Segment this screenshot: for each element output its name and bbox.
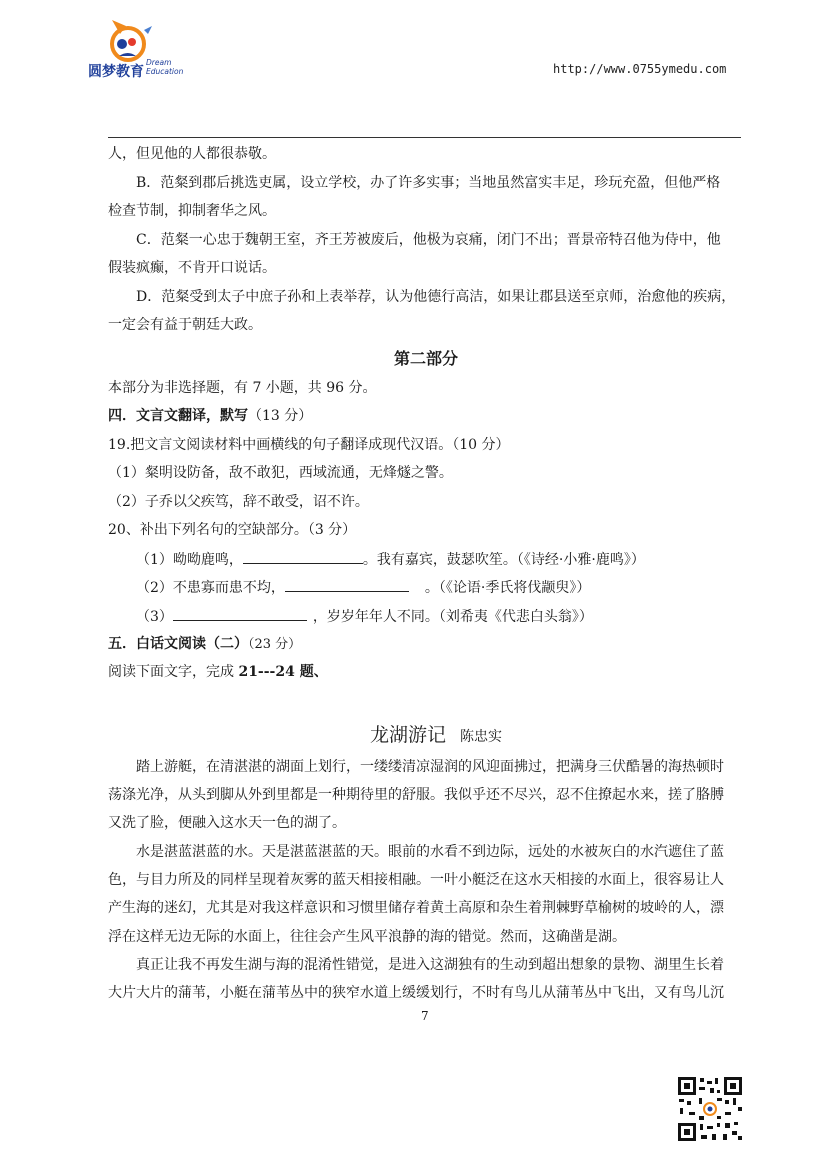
reading-instruction: 阅读下面文字，完成 21---24 题、: [108, 664, 328, 680]
qr-code-icon[interactable]: [677, 1076, 743, 1142]
text-line: 检查节制，抑制奢华之风。: [108, 203, 276, 219]
option-b: B．范粲到郡后挑选吏属，设立学校，办了许多实事；当地虽然富实丰足，珍玩充盈，但他严格: [136, 175, 721, 191]
essay-author: 陈忠实: [460, 729, 503, 745]
essay-line: 色，与目力所及的同样呈现着灰雾的蓝天相接相融。一叶小艇泛在这水天相接的水面上，很容易让人: [108, 872, 724, 888]
question-19-2: （2）子乔以父疾笃，辞不敢受，诏不许。: [108, 494, 369, 510]
option-d: D．范粲受到太子中庶子孙和上表举荐，认为他德行高洁，如果让郡县送至京师，治愈他的疾病，: [136, 289, 736, 305]
brand-logo: [86, 14, 196, 80]
question-19: 19.把文言文阅读材料中画横线的句子翻译成现代汉语。（10 分）: [108, 437, 510, 453]
essay-line: 又洗了脸，便融入这水天一色的湖了。: [108, 815, 346, 831]
text-line: 人，但见他的人都很恭敬。: [108, 146, 276, 162]
essay-line: 踏上游艇，在清湛湛的湖面上划行，一缕缕清凉湿润的风迎面拂过，把满身三伏酷暑的海热顿时: [136, 759, 724, 775]
option-c: C．范粲一心忠于魏朝王室，齐王芳被废后，他极为哀痛，闭门不出；晋景帝特召他为侍中，他: [136, 232, 721, 248]
part-two-intro: 本部分为非选择题，有 7 小题，共 96 分。: [108, 380, 377, 396]
question-19-1: （1）粲明设防备，敌不敢犯，西域流通，无烽燧之警。: [108, 465, 453, 481]
question-20-3: （3） ，岁岁年年人不同。（刘希夷《代悲白头翁》）: [136, 606, 593, 627]
question-20-2: （2）不患寡而患不均， 。（《论语·季氏将伐颛臾》）: [136, 577, 590, 598]
brand-name-cn: 圆梦教育: [88, 64, 144, 80]
essay-line: 大片大片的蒲苇，小艇在蒲苇丛中的狭窄水道上缓缓划行，不时有鸟儿从蒲苇丛中飞出，又有鸟儿沉: [108, 985, 724, 1001]
brand-name-en: Dream Education: [146, 58, 184, 76]
site-url: http://www.0755ymedu.com: [553, 62, 727, 76]
text-line: 一定会有益于朝廷大政。: [108, 317, 262, 333]
question-20: 20、补出下列名句的空缺部分。（3 分）: [108, 522, 357, 538]
text-line: 假装疯癫，不肯开口说话。: [108, 260, 276, 276]
header-divider: [108, 137, 741, 138]
section-four-heading: 四．文言文翻译，默写（13 分）: [108, 408, 313, 424]
section-five-heading: 五．白话文阅读（二）（23 分）: [108, 636, 302, 652]
essay-title: 龙湖游记 陈忠实: [370, 724, 503, 746]
logo-emblem-icon: [86, 14, 196, 64]
essay-line: 浮在这样无边无际的水面上，往往会产生风平浪静的海的错觉。然而，这确凿是湖。: [108, 929, 626, 945]
essay-line: 产生海的迷幻，尤其是对我这样意识和习惯里储存着黄土高原和杂生着荆棘野草榆树的坡岭的人，漂: [108, 900, 724, 916]
essay-line: 真正让我不再发生湖与海的混淆性错觉，是进入这湖独有的生动到超出想象的景物、湖里生长着: [136, 957, 724, 973]
essay-line: 荡涤光净，从头到脚从外到里都是一种期待里的舒服。我似乎还不尽兴，忍不住撩起水来，搓了胳膊: [108, 787, 724, 803]
essay-line: 水是湛蓝湛蓝的水。天是湛蓝湛蓝的天。眼前的水看不到边际，远处的水被灰白的水汽遮住了蓝: [136, 844, 724, 860]
part-two-heading: 第二部分: [393, 349, 458, 368]
question-20-1: （1）呦呦鹿鸣， 。我有嘉宾，鼓瑟吹笙。（《诗经·小雅·鹿鸣》）: [136, 549, 645, 570]
page-number: 7: [421, 1009, 429, 1023]
